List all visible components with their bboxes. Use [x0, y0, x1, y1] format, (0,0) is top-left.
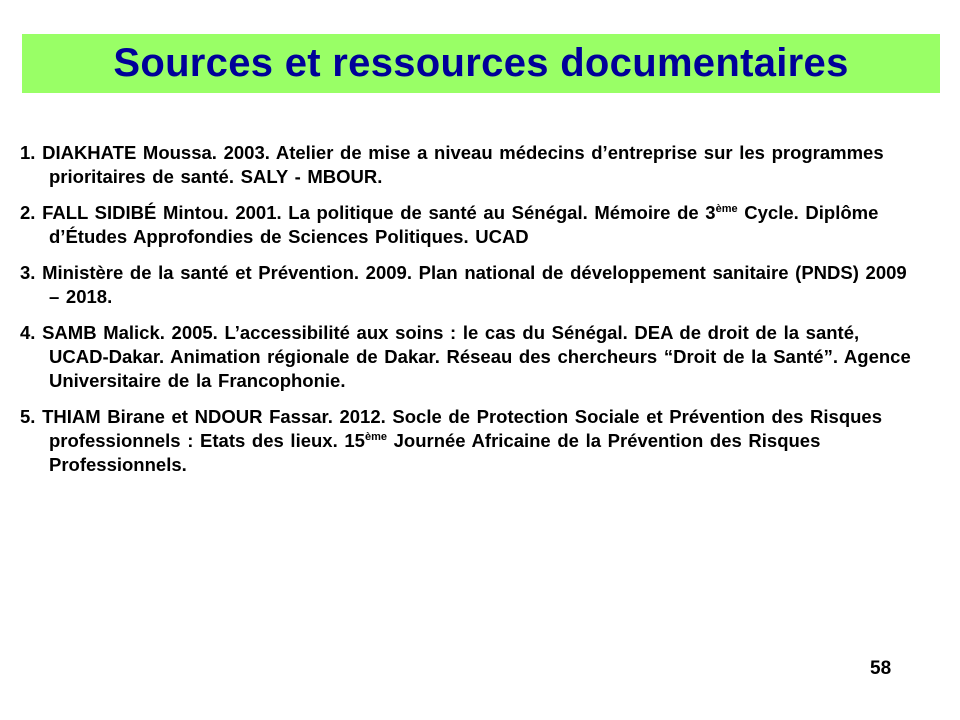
slide-title: Sources et ressources documentaires [113, 41, 849, 85]
superscript: ème [364, 431, 387, 443]
reference-text: THIAM Birane et NDOUR Fassar. 2012. Socle de Protection Sociale et Prévention des Risques professionnels : Etats des lieux. 15 [42, 406, 883, 451]
reference-item-5 [20, 405, 920, 477]
reference-item-1 [20, 141, 920, 189]
title-banner [22, 34, 940, 93]
reference-text-continued: Cycle. Diplôme d’Études Approfondies de Sciences Politiques. UCAD [49, 202, 879, 247]
reference-item-3 [20, 261, 920, 309]
reference-text-continued: Journée Africaine de la Prévention des Risques Professionnels. [49, 430, 821, 475]
reference-number: 2. [20, 202, 36, 223]
reference-number: 1. [20, 142, 36, 163]
reference-number: 3. [20, 262, 36, 283]
superscript: ème [715, 203, 738, 215]
reference-text: Ministère de la santé et Prévention. 2009. Plan national de développement sanitaire (PNDS) 2009 – 2018. [42, 262, 907, 307]
reference-text: FALL SIDIBÉ Mintou. 2001. La politique de santé au Sénégal. Mémoire de 3 [42, 202, 716, 223]
reference-list [20, 141, 920, 489]
reference-item-2 [20, 201, 920, 249]
reference-text: DIAKHATE Moussa. 2003. Atelier de mise a niveau médecins d’entreprise sur les programmes prioritaires de santé. SALY - MBOUR. [42, 142, 884, 187]
reference-number: 5. [20, 406, 36, 427]
reference-number: 4. [20, 322, 36, 343]
page-number: 58 [870, 658, 892, 679]
reference-item-4 [20, 321, 920, 393]
reference-text: SAMB Malick. 2005. L’accessibilité aux soins : le cas du Sénégal. DEA de droit de la santé, UCAD-Dakar. Animation régionale de Dakar. Réseau des chercheurs “Droit de la Santé”. Agence Universitaire de la Francophonie. [42, 322, 911, 391]
